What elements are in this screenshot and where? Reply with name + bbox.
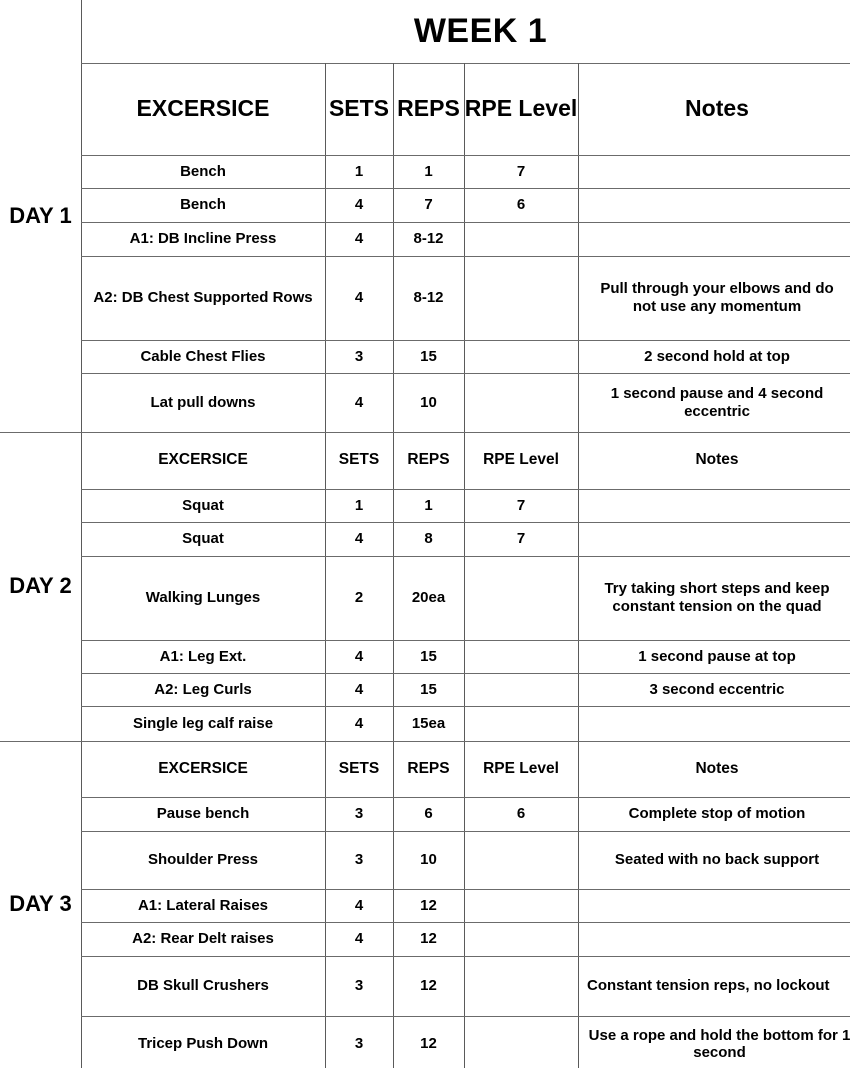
notes-cell: 1 second pause and 4 second eccentric	[610, 384, 824, 420]
reps-cell: 15ea	[411, 714, 446, 732]
notes-cell: Seated with no back support	[614, 851, 820, 868]
reps-cell: 10	[420, 393, 437, 411]
sets-cell: 4	[354, 289, 364, 306]
rpe-cell	[464, 1016, 578, 1068]
sets-cell: 4	[354, 530, 364, 547]
notes-cell	[578, 155, 850, 188]
reps-cell: 10	[420, 851, 437, 868]
reps-cell: 7	[424, 196, 433, 213]
reps-cell: 8-12	[413, 230, 444, 247]
notes-cell: Try taking short steps and keep constant tension on the quad	[604, 580, 830, 615]
rpe-cell	[464, 556, 578, 640]
sets-cell: 4	[354, 230, 364, 247]
notes-cell: 2 second hold at top	[644, 347, 790, 365]
exercise-cell: Squat	[182, 496, 224, 514]
notes-cell: Constant tension reps, no lockout	[587, 977, 830, 994]
rpe-cell	[464, 222, 578, 256]
notes-cell	[578, 889, 850, 922]
rpe-cell	[464, 706, 578, 741]
column-header-rpe: RPE Level	[483, 759, 559, 777]
column-header-reps: REPS	[407, 451, 450, 469]
page-title: WEEK 1	[413, 12, 548, 51]
notes-cell: Pull through your elbows and do not use any momentum	[600, 280, 834, 315]
notes-cell: Use a rope and hold the bottom for 1 second	[588, 1026, 850, 1061]
exercise-cell: Bench	[180, 196, 226, 213]
reps-cell: 20ea	[411, 589, 446, 606]
sets-cell: 3	[354, 347, 364, 365]
exercise-cell: DB Skull Crushers	[137, 977, 269, 994]
column-header-notes: Notes	[695, 759, 739, 777]
rpe-cell: 7	[516, 162, 526, 180]
rpe-cell	[464, 640, 578, 673]
reps-cell: 12	[420, 930, 437, 947]
reps-cell: 1	[424, 162, 433, 180]
exercise-cell: Squat	[182, 530, 224, 547]
rpe-cell	[464, 673, 578, 706]
day-label-3: DAY 3	[9, 891, 72, 917]
day-label-2: DAY 2	[9, 573, 72, 599]
sets-cell: 4	[354, 647, 364, 665]
rpe-cell	[464, 831, 578, 889]
sets-cell: 4	[354, 393, 364, 411]
exercise-cell: Bench	[180, 162, 226, 180]
column-header-rpe: RPE Level	[483, 451, 559, 469]
column-header-reps: REPS	[397, 95, 460, 122]
rpe-cell	[464, 373, 578, 432]
rpe-cell	[464, 889, 578, 922]
exercise-cell: A2: DB Chest Supported Rows	[93, 289, 313, 306]
sets-cell: 4	[354, 714, 364, 732]
rpe-cell: 7	[516, 530, 526, 547]
notes-cell	[578, 706, 850, 741]
reps-cell: 12	[420, 1035, 437, 1052]
column-header-sets: SETS	[328, 95, 390, 122]
column-header-rpe: RPE Level	[464, 95, 578, 122]
column-header-notes: Notes	[695, 451, 739, 469]
column-header-exercise: EXCERSICE	[158, 451, 248, 469]
sets-cell: 4	[354, 896, 364, 914]
reps-cell: 15	[420, 347, 437, 365]
reps-cell: 1	[424, 496, 433, 514]
rpe-cell: 7	[516, 496, 526, 514]
rpe-cell: 6	[516, 805, 526, 822]
column-header-sets: SETS	[338, 451, 380, 469]
sets-cell: 4	[354, 680, 364, 698]
exercise-cell: A1: DB Incline Press	[129, 230, 277, 247]
rpe-cell	[464, 956, 578, 1016]
exercise-cell: Pause bench	[156, 805, 250, 822]
column-header-notes: Notes	[685, 95, 749, 122]
reps-cell: 8	[424, 530, 433, 547]
rpe-cell: 6	[516, 196, 526, 213]
notes-cell	[578, 222, 850, 256]
reps-cell: 8-12	[413, 289, 444, 306]
notes-cell	[578, 489, 850, 522]
exercise-cell: A2: Leg Curls	[154, 680, 252, 698]
reps-cell: 12	[420, 977, 437, 994]
sets-cell: 3	[354, 851, 364, 868]
exercise-cell: Shoulder Press	[147, 851, 259, 868]
exercise-cell: A2: Rear Delt raises	[132, 930, 274, 947]
rpe-cell	[464, 922, 578, 956]
sets-cell: 1	[354, 496, 364, 514]
exercise-cell: Lat pull downs	[150, 393, 256, 411]
rpe-cell	[464, 340, 578, 373]
column-header-sets: SETS	[338, 759, 380, 777]
sets-cell: 4	[354, 196, 364, 213]
notes-cell: Complete stop of motion	[628, 805, 806, 822]
reps-cell: 12	[420, 896, 437, 914]
column-header-reps: REPS	[407, 759, 450, 777]
notes-cell	[578, 522, 850, 556]
reps-cell: 15	[420, 647, 437, 665]
sets-cell: 2	[354, 589, 364, 606]
exercise-cell: A1: Lateral Raises	[137, 896, 269, 914]
sets-cell: 4	[354, 930, 364, 947]
column-header-exercise: EXCERSICE	[158, 759, 248, 777]
exercise-cell: Cable Chest Flies	[140, 347, 266, 365]
rpe-cell	[464, 256, 578, 340]
column-header-exercise: EXCERSICE	[136, 95, 270, 122]
reps-cell: 6	[424, 805, 433, 822]
exercise-cell: Walking Lunges	[145, 589, 261, 606]
notes-cell: 1 second pause at top	[638, 647, 796, 665]
sets-cell: 3	[354, 1035, 364, 1052]
notes-cell	[578, 188, 850, 222]
notes-cell	[578, 922, 850, 956]
sets-cell: 1	[354, 162, 364, 180]
exercise-cell: Single leg calf raise	[132, 714, 274, 732]
notes-cell: 3 second eccentric	[649, 680, 785, 698]
exercise-cell: Tricep Push Down	[137, 1035, 269, 1052]
reps-cell: 15	[420, 680, 437, 698]
day-label-1: DAY 1	[9, 202, 72, 228]
sets-cell: 3	[354, 805, 364, 822]
exercise-cell: A1: Leg Ext.	[159, 647, 247, 665]
sets-cell: 3	[354, 977, 364, 994]
